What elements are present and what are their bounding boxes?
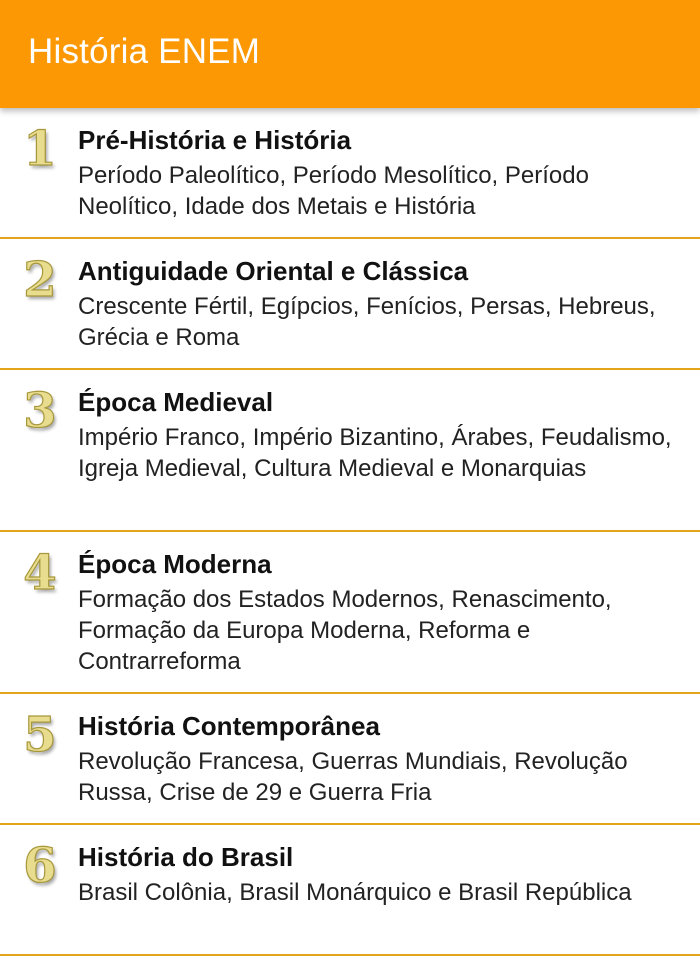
topic-list [0, 108, 700, 956]
topic-content [78, 108, 700, 222]
topic-title: Época Medieval [78, 387, 274, 417]
topic-number-badge: 6 [23, 838, 57, 894]
topic-item-historia-do-brasil[interactable] [0, 825, 700, 956]
topic-number-badge: 5 [23, 707, 57, 763]
app-bar [0, 0, 700, 108]
topic-content [78, 825, 700, 908]
topic-description: Formação dos Estados Modernos, Renascimento, Formação da Europa Moderna, Reforma e Contrarreforma [78, 586, 612, 675]
topic-number-badge: 3 [23, 383, 57, 439]
topic-content [78, 532, 700, 677]
topic-description: Brasil Colônia, Brasil Monárquico e Brasil República [78, 879, 632, 906]
topic-content [78, 370, 700, 484]
topic-item-epoca-moderna[interactable] [0, 532, 700, 694]
app-title: História ENEM [28, 32, 261, 71]
topic-title: Pré-História e História [78, 125, 352, 155]
topic-item-antiguidade[interactable] [0, 239, 700, 370]
topic-number-badge: 4 [23, 545, 57, 601]
topic-content [78, 239, 700, 353]
topic-item-epoca-medieval[interactable] [0, 370, 700, 532]
topic-description: Império Franco, Império Bizantino, Árabes, Feudalismo, Igreja Medieval, Cultura Medieval e Monarquias [78, 424, 672, 482]
topic-description: Período Paleolítico, Período Mesolítico, Período Neolítico, Idade dos Metais e História [78, 162, 589, 220]
topic-number-badge: 1 [23, 121, 57, 177]
topic-title: Época Moderna [78, 549, 272, 579]
topic-title: História Contemporânea [78, 711, 380, 741]
topic-title: Antiguidade Oriental e Clássica [78, 256, 469, 286]
topic-title: História do Brasil [78, 842, 294, 872]
topic-content [78, 694, 700, 808]
topic-item-pre-historia[interactable] [0, 108, 700, 239]
topic-description: Crescente Fértil, Egípcios, Fenícios, Persas, Hebreus, Grécia e Roma [78, 293, 656, 351]
topic-number-badge: 2 [23, 252, 57, 308]
topic-description: Revolução Francesa, Guerras Mundiais, Revolução Russa, Crise de 29 e Guerra Fria [78, 748, 628, 806]
topic-item-historia-contemporanea[interactable] [0, 694, 700, 825]
